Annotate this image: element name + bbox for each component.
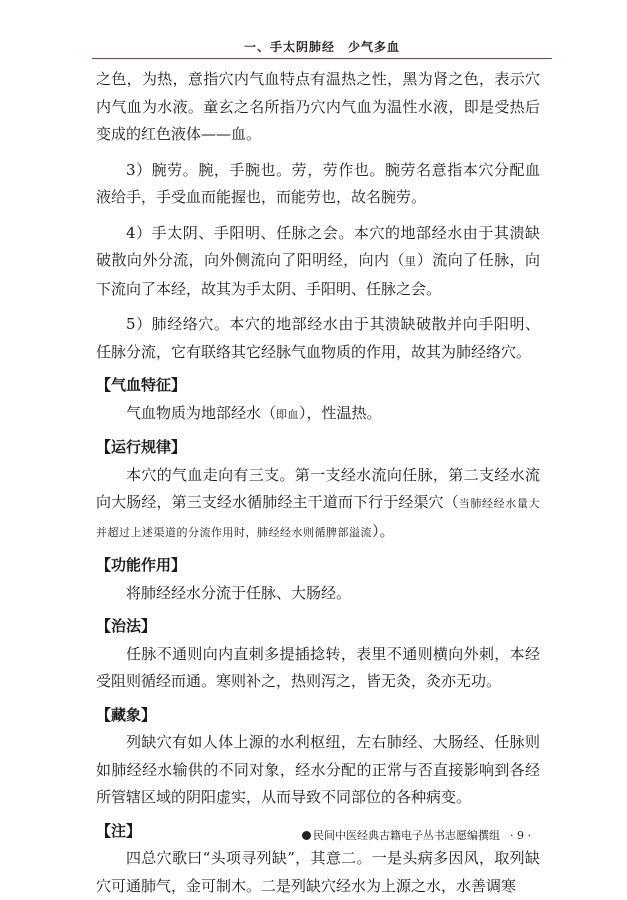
paragraph-yunxing (96, 462, 540, 547)
section-heading-yunxing: 【运行规律】 (96, 438, 187, 456)
page-number: · 9 · (510, 829, 531, 842)
inline-note: 当肺经经水量大并超过上述渠道的分流作用时，肺经经水则循脾部溢流 (96, 497, 540, 539)
page-body (96, 66, 540, 900)
paragraph-qixue-text-a: 气血物质为地部经水（ (126, 403, 277, 422)
paragraph-continued: 之色，为热，意指穴内气血特点有温热之性，黑为肾之色，表示穴内气血为水液。童玄之名所指乃穴内气血为温性水液，即是受热后变成的红色液体——血。 (96, 70, 540, 143)
paragraph-meeting-text-a: 4）手太阴、手阳明、任脉之会。本穴的地部经水由于其溃缺破散向外分流，向外侧流向了阳明经，向内（ (96, 223, 540, 269)
inline-note: 里 (404, 255, 417, 268)
paragraph-zhifa: 任脉不通则向内直刺多提插捻转，表里不通则横向外刺，本经受阻则循经而通。寒则补之，热则泻之，皆无灸，灸亦无功。 (96, 644, 540, 690)
paragraph-gongneng: 将肺经经水分流于任脉、大肠经。 (126, 583, 352, 602)
paragraph-meeting (96, 220, 540, 304)
paragraph-luo-point: 5）肺经络穴。本穴的地部经水由于其溃缺破散并向手阳明、任脉分流，它有联络其它经脉气血物质的作用，故其为肺经络穴。 (96, 315, 540, 361)
yin-yang-icon (302, 831, 311, 840)
inline-note: 即血 (276, 407, 300, 421)
footer-text: 民间中医经典古籍电子丛书志愿编撰组 (313, 829, 500, 842)
running-header: 一、手太阴肺经 少气多血 (243, 40, 400, 54)
section-heading-zangxiang: 【藏象】 (96, 705, 157, 724)
section-heading-gongneng: 【功能作用】 (96, 556, 187, 574)
section-heading-zhu: 【注】 (96, 821, 142, 840)
paragraph-qixue (96, 400, 540, 429)
paragraph-yunxing-text-b: ）。 (372, 521, 395, 540)
page-footer (302, 827, 531, 843)
paragraph-zhu: 四总穴歌曰“头项寻列缺”，其意二。一是头病多因风，取列缺穴可通肺气，金可制木。二是列缺穴经水为上源之水，水善调寒 (96, 849, 540, 895)
paragraph-meeting-text-b: ）流向了任脉，向下流向了本经，故其为手太阴、手阳明、任脉之会。 (96, 251, 540, 298)
header-divider (92, 58, 552, 59)
section-heading-qixue: 【气血特征】 (96, 376, 187, 394)
paragraph-yunxing-text-a: 本穴的气血走向有三支。第一支经水流向任脉，第二支经水流向大肠经，第三支经水循肺经主干道而下行于经渠穴（ (96, 465, 540, 511)
paragraph-zangxiang: 列缺穴有如人体上源的水利枢纽，左右肺经、大肠经、任脉则如肺经经水输供的不同对象，经水分配的正常与否直接影响到各经所管辖区域的阴阳虚实，从而导致不同部位的各种病变。 (96, 733, 540, 806)
paragraph-wanlao: 3）腕劳。腕，手腕也。劳，劳作也。腕劳名意指本穴分配血液给手，手受血而能握也，而能劳也，故名腕劳。 (96, 160, 540, 206)
section-heading-zhifa: 【治法】 (96, 617, 157, 635)
paragraph-qixue-text-b: ），性温热。 (299, 403, 382, 422)
